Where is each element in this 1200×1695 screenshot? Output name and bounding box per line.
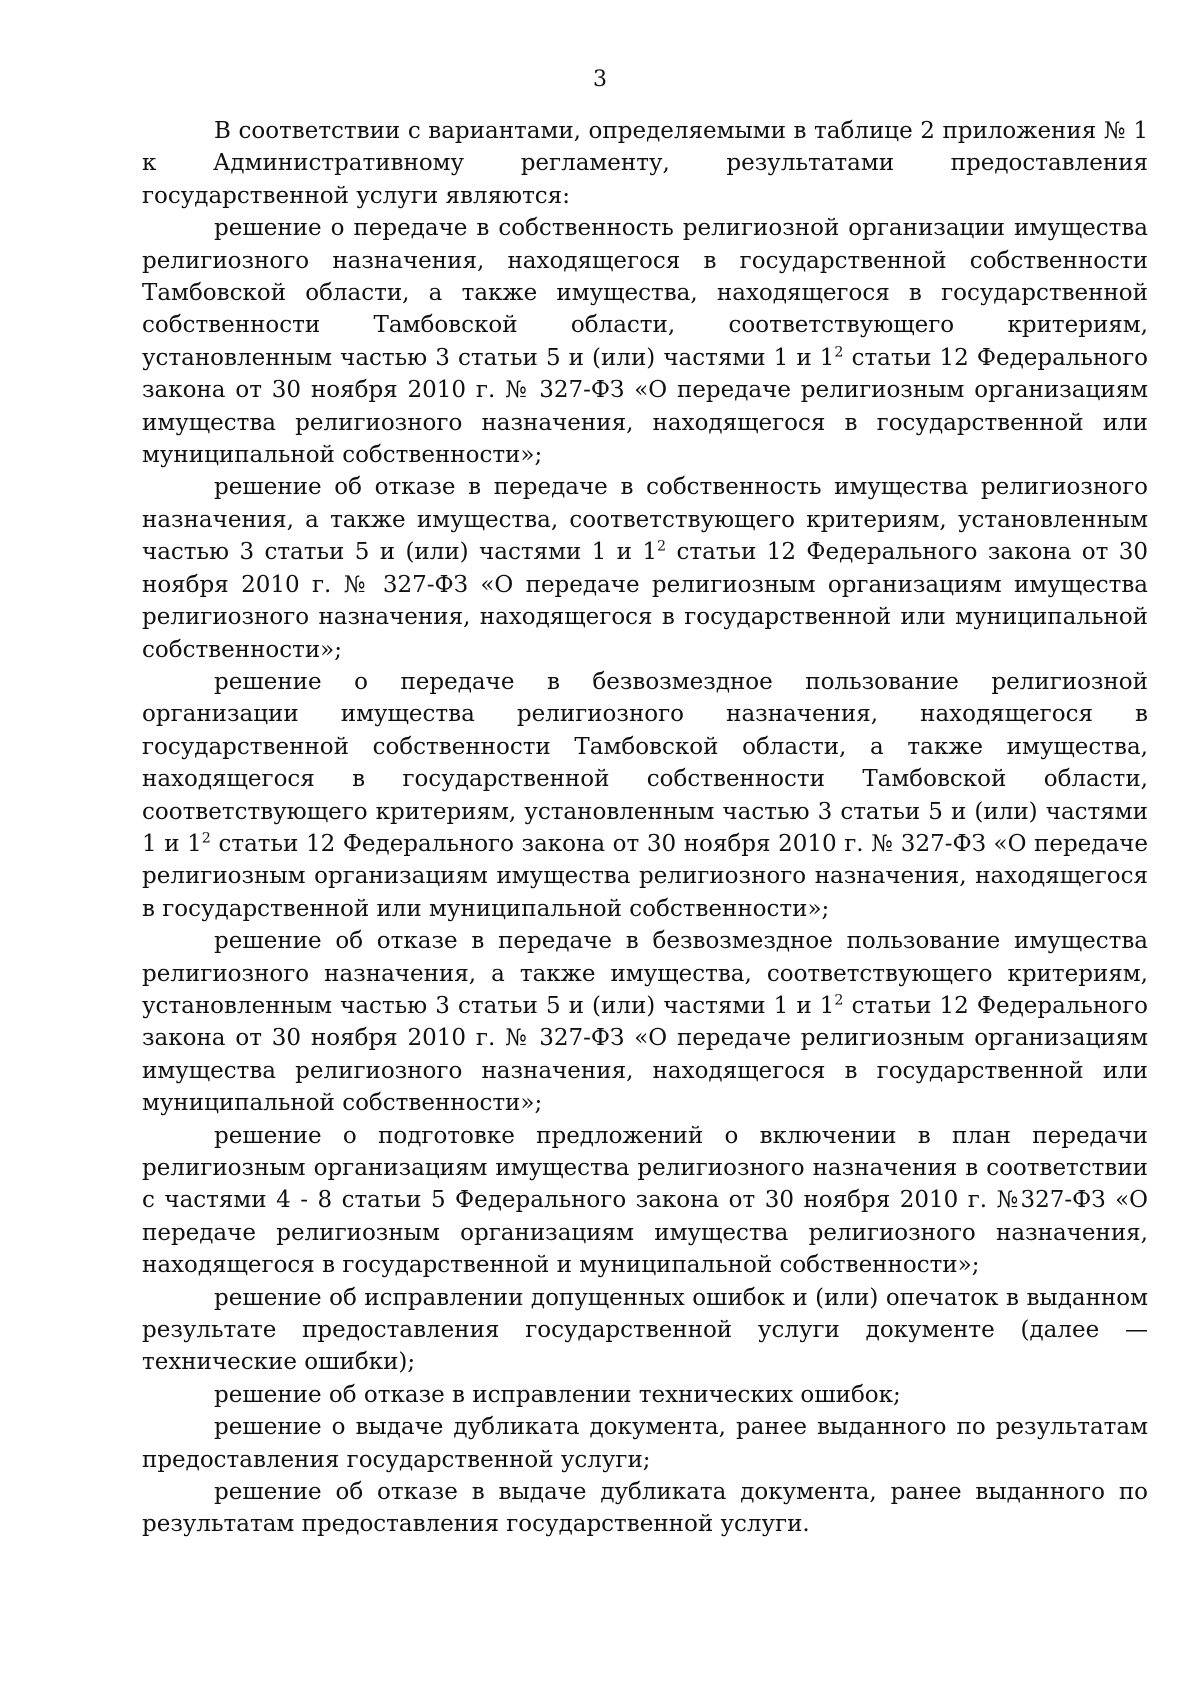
paragraph-result-2 — [142, 471, 1148, 665]
paragraph-text: решение о передаче в собственность религиозной организации имущества религиозного назначения, находящегося в государственной собственности Тамбовской области, а также имущества, находящегося в государственной собственности Тамбовской области, соответствующего критериям, установленным частью 3 статьи 5 и (или) частями 1 и 1 — [142, 215, 1148, 371]
paragraph-text: решение об отказе в выдаче дубликата документа, ранее выданного по результатам предоставления государственной услуги. — [142, 1479, 1148, 1538]
paragraph-text: статьи 12 Федерального закона от 30 ноября 2010 г. № 327-ФЗ «О передаче религиозным организациям имущества религиозного назначения, находящегося в государственной или муниципальной собственности»; — [142, 992, 1148, 1117]
paragraph-result-9 — [142, 1476, 1148, 1541]
paragraph-text: решение об отказе в передаче в безвозмездное пользование имущества религиозного назначения, а также имущества, соответствующего критериям, установленным частью 3 статьи 5 и (или) частями 1 и 1 — [142, 928, 1148, 1019]
paragraph-text: решение о подготовке предложений о включении в план передачи религиозным организациям имущества религиозного назначения в соответствии с частями 4 - 8 статьи 5 Федерального закона от 30 ноября 2010 г. №327-ФЗ «О передаче религиозным организациям имущества религиозного назначения, находящегося в государственной и муниципальной собственности»; — [142, 1122, 1148, 1279]
paragraph-result-4 — [142, 925, 1148, 1119]
superscript: 2 — [834, 992, 844, 1009]
paragraph-text: решение об исправлении допущенных ошибок и (или) опечаток в выданном результате предоставления государственной услуги документе (далее — технические ошибки); — [142, 1284, 1148, 1376]
paragraph-intro — [142, 115, 1148, 212]
paragraph-text: статьи 12 Федерального закона от 30 ноября 2010 г. № 327-ФЗ «О передаче религиозным организациям имущества религиозного назначения, находящегося в государственной или муниципальной собственности»; — [142, 344, 1148, 469]
superscript: 2 — [834, 344, 844, 361]
paragraph-text: статьи 12 Федерального закона от 30 ноября 2010 г. № 327-ФЗ «О передаче религиозным организациям имущества религиозного назначения, находящегося в государственной или муниципальной собственности»; — [142, 539, 1148, 663]
paragraph-text: решение об отказе в исправлении технических ошибок; — [214, 1381, 901, 1408]
paragraph-result-5 — [142, 1120, 1148, 1282]
document-body — [142, 115, 1148, 1541]
superscript: 2 — [657, 538, 667, 555]
paragraph-text: решение об отказе в передаче в собственность имущества религиозного назначения, а также имущества, соответствующего критериям, установленным частью 3 статьи 5 и (или) частями 1 и 1 — [142, 474, 1148, 566]
paragraph-text: В соответствии с вариантами, определяемыми в таблице 2 приложения № 1 к Административному регламенту, результатами предоставления государственной услуги являются: — [142, 118, 1148, 209]
paragraph-result-1 — [142, 212, 1148, 471]
paragraph-text: решение о выдаче дубликата документа, ранее выданного по результатам предоставления государственной услуги; — [142, 1414, 1148, 1473]
paragraph-result-6 — [142, 1282, 1148, 1379]
paragraph-result-7 — [142, 1379, 1148, 1411]
superscript: 2 — [201, 830, 211, 847]
paragraph-result-8 — [142, 1411, 1148, 1476]
paragraph-text: статьи 12 Федерального закона от 30 ноября 2010 г. № 327-ФЗ «О передаче религиозным организациям имущества религиозного назначения, находящегося в государственной или муниципальной собственности»; — [142, 830, 1148, 922]
page-number: 3 — [593, 67, 607, 92]
paragraph-text: решение о передаче в безвозмездное пользование религиозной организации имущества религиозного назначения, находящегося в государственной собственности Тамбовской области, а также имущества, находящегося в государственной собственности Тамбовской области, соответствующего критериям, установленным частью 3 статьи 5 и (или) частями 1 и 1 — [142, 668, 1148, 857]
paragraph-result-3 — [142, 666, 1148, 925]
